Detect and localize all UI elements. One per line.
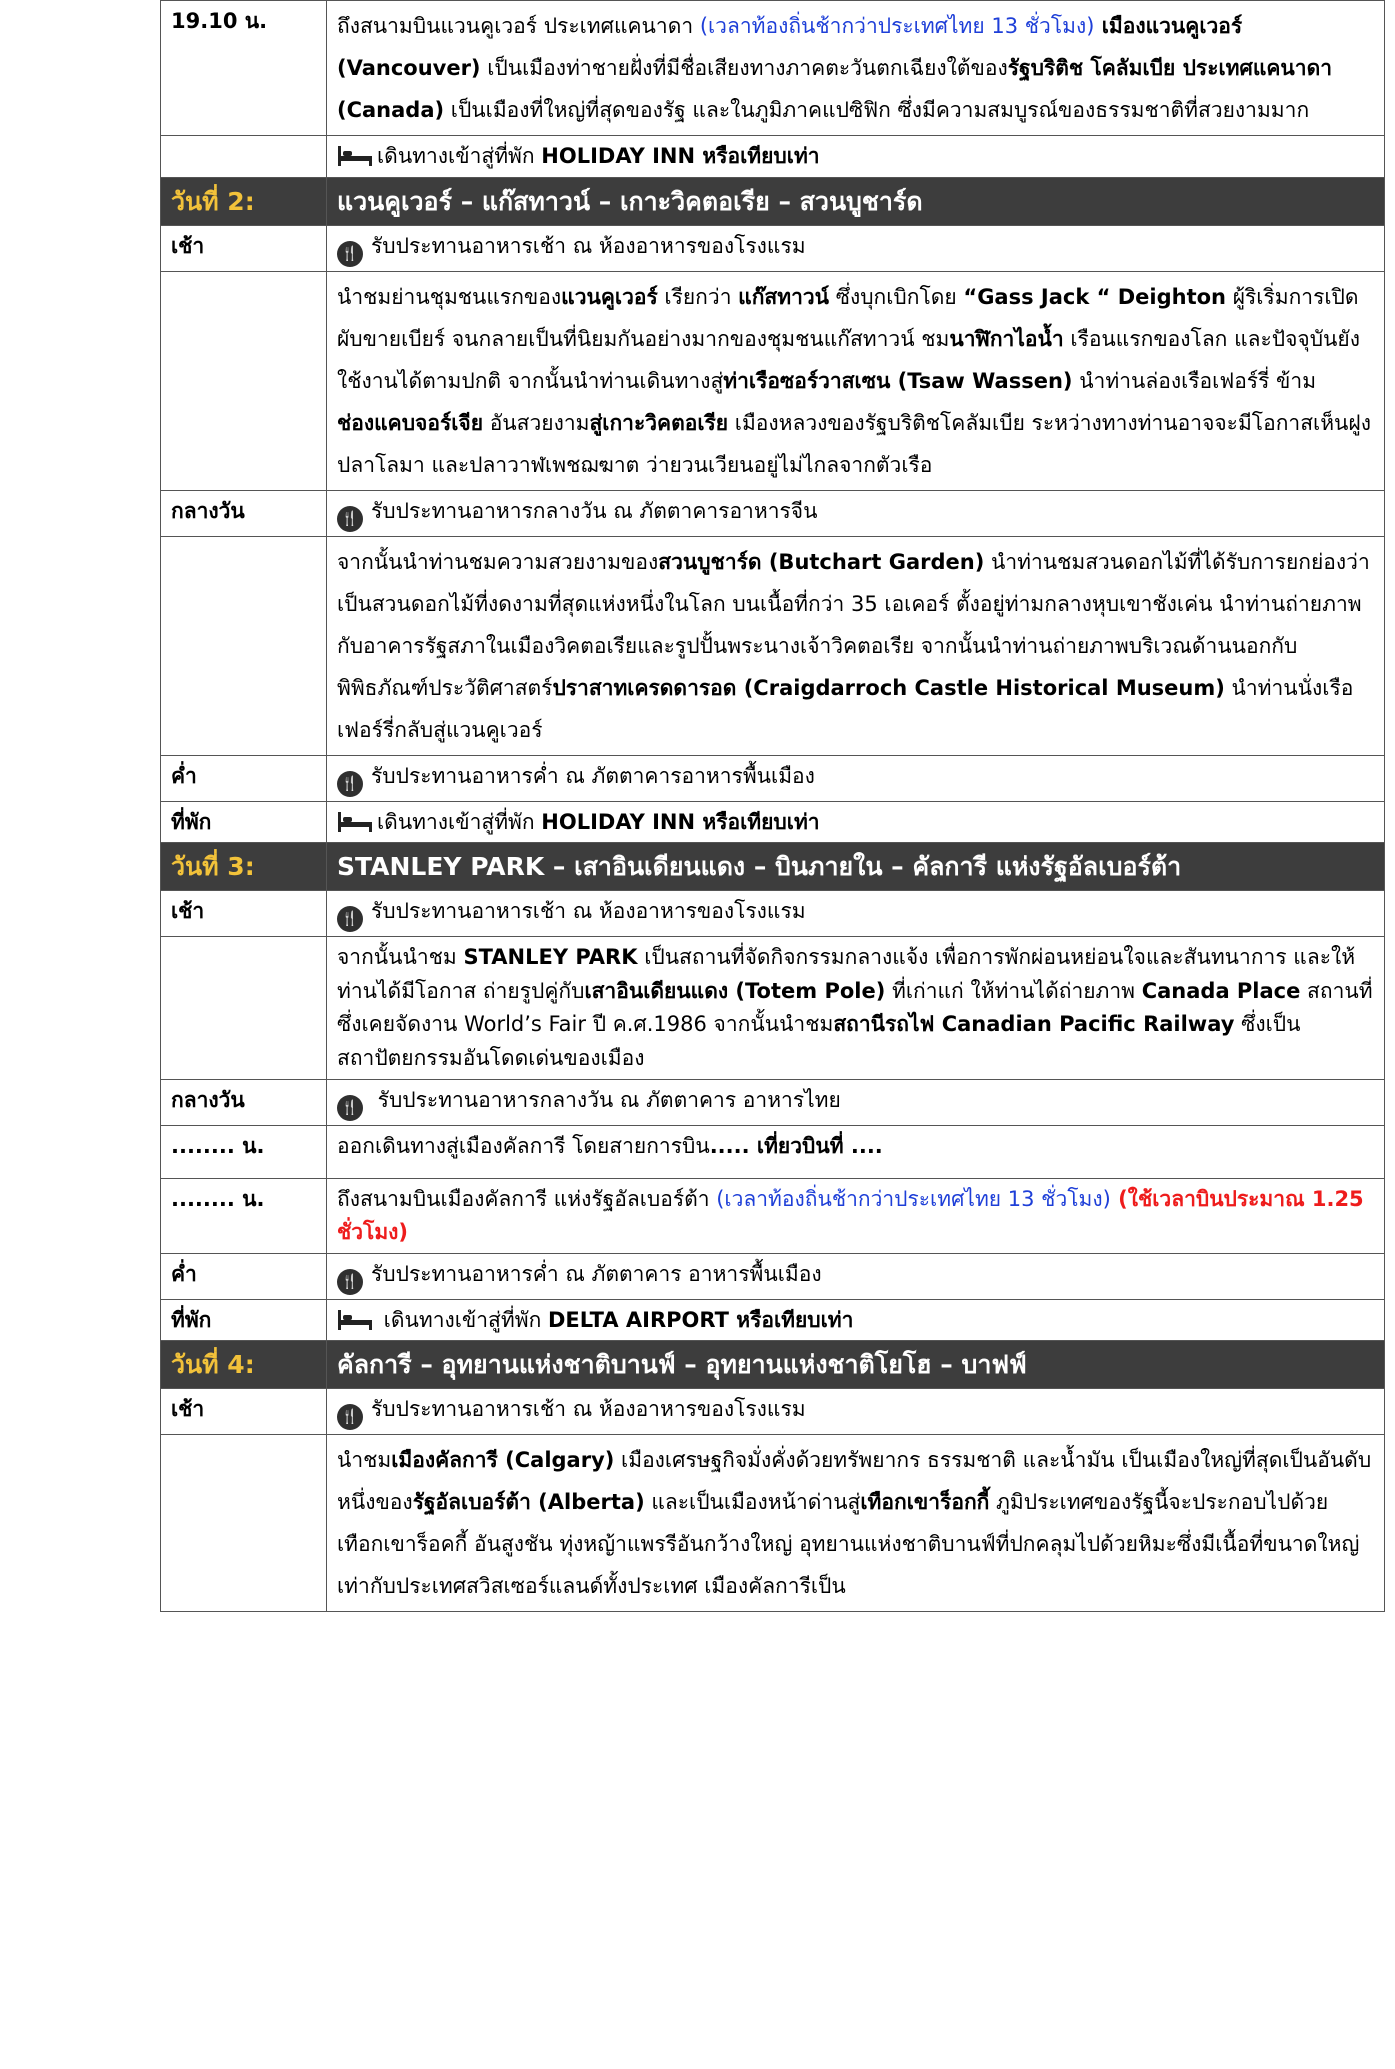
meal-icon: 🍴 (337, 1404, 363, 1430)
meal-icon: 🍴 (337, 771, 363, 797)
table-row (161, 891, 1385, 937)
table-row (161, 755, 1385, 801)
empty-label (161, 937, 327, 1080)
day-header (161, 177, 1385, 225)
table-row (161, 1389, 1385, 1435)
time-label: ........ น. (161, 1126, 327, 1179)
time-label: 19.10 น. (161, 1, 327, 136)
day-title: STANLEY PARK – เสาอินเดียนแดง – บินภายใน – คัลการี แห่งรัฐอัลเบอร์ต้า (327, 843, 1385, 891)
meal-label: เช้า (161, 1389, 327, 1435)
meal-icon: 🍴 (337, 506, 363, 532)
table-row (161, 536, 1385, 755)
empty-label (161, 536, 327, 755)
arrival-line: ถึงสนามบินเมืองคัลการี แห่งรัฐอัลเบอร์ต้า (เวลาท้องถิ่นช้ากว่าประเทศไทย 13 ชั่วโมง) (ใช้เวลาบินประมาณ 1.25 ชั่วโมง) (327, 1179, 1385, 1253)
table-row (161, 271, 1385, 490)
hotel-line: เดินทางเข้าสู่ที่พัก HOLIDAY INN หรือเทียบเท่า (327, 801, 1385, 843)
table-row (161, 801, 1385, 843)
departure-line: ออกเดินทางสู่เมืองคัลการี โดยสายการบิน..... เที่ยวบินที่ .... (327, 1126, 1385, 1179)
table-row (161, 1080, 1385, 1126)
time-label: ........ น. (161, 1179, 327, 1253)
day-label: วันที่ 2: (161, 177, 327, 225)
meal-label: กลางวัน (161, 1080, 327, 1126)
meal-line: 🍴 รับประทานอาหารค่ำ ณ ภัตตาคาร อาหารพื้นเมือง (327, 1253, 1385, 1299)
meal-line: 🍴 รับประทานอาหารกลางวัน ณ ภัตตาคารอาหารจีน (327, 490, 1385, 536)
table-row (161, 1253, 1385, 1299)
day-header (161, 843, 1385, 891)
table-row (161, 1179, 1385, 1253)
meal-icon: 🍴 (337, 906, 363, 932)
day-label: วันที่ 4: (161, 1341, 327, 1389)
meal-label: ค่ำ (161, 755, 327, 801)
meal-icon: 🍴 (337, 1269, 363, 1295)
hotel-label: ที่พัก (161, 801, 327, 843)
day-title: คัลการี – อุทยานแห่งชาติบานฟ์ – อุทยานแห่งชาติโยโฮ – บาฟฟ์ (327, 1341, 1385, 1389)
empty-label (161, 1435, 327, 1612)
bed-icon (337, 1308, 373, 1332)
day2-description-2: จากนั้นนำท่านชมความสวยงามของสวนบูชาร์ด (Butchart Garden) นำท่านชมสวนดอกไม้ที่ได้รับการยกย่องว่าเป็นสวนดอกไม้ที่งดงามที่สุดแห่งหนึ่งในโลก บนเนื้อที่กว่า 35 เอเคอร์ ตั้งอยู่ท่ามกลางหุบเขาชังเค่น นำท่านถ่ายภาพกับอาคารรัฐสภาในเมืองวิคตอเรียและรูปปั้นพระนางเจ้าวิคตอเรีย จากนั้นนำท่านถ่ายภาพบริเวณด้านนอกกับพิพิธภัณฑ์ประวัติศาสตร์ปราสาทเครดดารอด (Craigdarroch Castle Historical Museum) นำท่านนั่งเรือเฟอร์รี่กลับสู่แวนคูเวอร์ (327, 536, 1385, 755)
day-label: วันที่ 3: (161, 843, 327, 891)
meal-icon: 🍴 (337, 241, 363, 267)
table-row (161, 136, 1385, 178)
day-title: แวนคูเวอร์ – แก๊สทาวน์ – เกาะวิคตอเรีย – สวนบูชาร์ด (327, 177, 1385, 225)
meal-line: 🍴 รับประทานอาหารเช้า ณ ห้องอาหารของโรงแรม (327, 225, 1385, 271)
meal-label: เช้า (161, 225, 327, 271)
table-row (161, 490, 1385, 536)
table-row (161, 225, 1385, 271)
hotel-line: เดินทางเข้าสู่ที่พัก HOLIDAY INN หรือเทียบเท่า (327, 136, 1385, 178)
meal-label: ค่ำ (161, 1253, 327, 1299)
day2-description: นำชมย่านชุมชนแรกของแวนคูเวอร์ เรียกว่า แก๊สทาวน์ ซึ่งบุกเบิกโดย “Gass Jack “ Deighton ผู้ริเริ่มการเปิดผับขายเบียร์ จนกลายเป็นที่นิยมกันอย่างมากของชุมชนแก๊สทาวน์ ชมนาฬิกาไอน้ำ เรือนแรกของโลก และปัจจุบันยังใช้งานได้ตามปกติ จากนั้นนำท่านเดินทางสู่ท่าเรือซอร์วาสเซน (Tsaw Wassen) นำท่านล่องเรือเฟอร์รี่ ข้ามช่องแคบจอร์เจีย อันสวยงามสู่เกาะวิคตอเรีย เมืองหลวงของรัฐบริติชโคลัมเบีย ระหว่างทางท่านอาจจะมีโอกาสเห็นฝูงปลาโลมา และปลาวาฬเพชฌฆาต ว่ายวนเวียนอยู่ไม่ไกลจากตัวเรือ (327, 271, 1385, 490)
meal-line: 🍴 รับประทานอาหารกลางวัน ณ ภัตตาคาร อาหารไทย (327, 1080, 1385, 1126)
arrival-description: ถึงสนามบินแวนคูเวอร์ ประเทศแคนาดา (เวลาท้องถิ่นช้ากว่าประเทศไทย 13 ชั่วโมง) เมืองแวนคูเวอร์ (Vancouver) เป็นเมืองท่าชายฝั่งที่มีชื่อเสียงทางภาคตะวันตกเฉียงใต้ของรัฐบริติช โคลัมเบีย ประเทศแคนาดา (Canada) เป็นเมืองที่ใหญ่ที่สุดของรัฐ และในภูมิภาคแปซิฟิก ซึ่งมีความสมบูรณ์ของธรรมชาติที่สวยงามมาก (327, 1, 1385, 136)
table-row (161, 1435, 1385, 1612)
day3-description: จากนั้นนำชม STANLEY PARK เป็นสถานที่จัดกิจกรรมกลางแจ้ง เพื่อการพักผ่อนหย่อนใจและสันทนาการ และให้ท่านได้มีโอกาส ถ่ายรูปคู่กับเสาอินเดียนแดง (Totem Pole) ที่เก่าแก่ ให้ท่านได้ถ่ายภาพ Canada Place สถานที่ซึ่งเคยจัดงาน World’s Fair ปี ค.ศ.1986 จากนั้นนำชมสถานีรถไฟ Canadian Pacific Railway ซึ่งเป็นสถาปัตยกรรมอันโดดเด่นของเมือง (327, 937, 1385, 1080)
meal-line: 🍴 รับประทานอาหารเช้า ณ ห้องอาหารของโรงแรม (327, 1389, 1385, 1435)
table-row (161, 1, 1385, 136)
day4-description: นำชมเมืองคัลการี (Calgary) เมืองเศรษฐกิจมั่งคั่งด้วยทรัพยากร ธรรมชาติ และน้ำมัน เป็นเมืองใหญ่ที่สุดเป็นอันดับหนึ่งของรัฐอัลเบอร์ต้า (Alberta) และเป็นเมืองหน้าด่านสู่เทือกเขาร็อกกี้ ภูมิประเทศของรัฐนี้จะประกอบไปด้วยเทือกเขาร็อคกี้ อันสูงชัน ทุ่งหญ้าแพรรีอันกว้างใหญ่ อุทยานแห่งชาติบานฟ์ที่ปกคลุมไปด้วยหิมะซึ่งมีเนื้อที่ขนาดใหญ่เท่ากับประเทศสวิสเซอร์แลนด์ทั้งประเทศ เมืองคัลการีเป็น (327, 1435, 1385, 1612)
bed-icon (337, 810, 373, 834)
table-row (161, 1126, 1385, 1179)
meal-icon: 🍴 (337, 1095, 363, 1121)
bed-icon (337, 144, 373, 168)
table-row (161, 1299, 1385, 1341)
table-row (161, 937, 1385, 1080)
hotel-label: ที่พัก (161, 1299, 327, 1341)
meal-line: 🍴 รับประทานอาหารค่ำ ณ ภัตตาคารอาหารพื้นเมือง (327, 755, 1385, 801)
day-header (161, 1341, 1385, 1389)
itinerary-table (160, 0, 1385, 1612)
meal-label: กลางวัน (161, 490, 327, 536)
hotel-line: เดินทางเข้าสู่ที่พัก DELTA AIRPORT หรือเทียบเท่า (327, 1299, 1385, 1341)
meal-label: เช้า (161, 891, 327, 937)
meal-line: 🍴 รับประทานอาหารเช้า ณ ห้องอาหารของโรงแรม (327, 891, 1385, 937)
empty-label (161, 136, 327, 178)
empty-label (161, 271, 327, 490)
